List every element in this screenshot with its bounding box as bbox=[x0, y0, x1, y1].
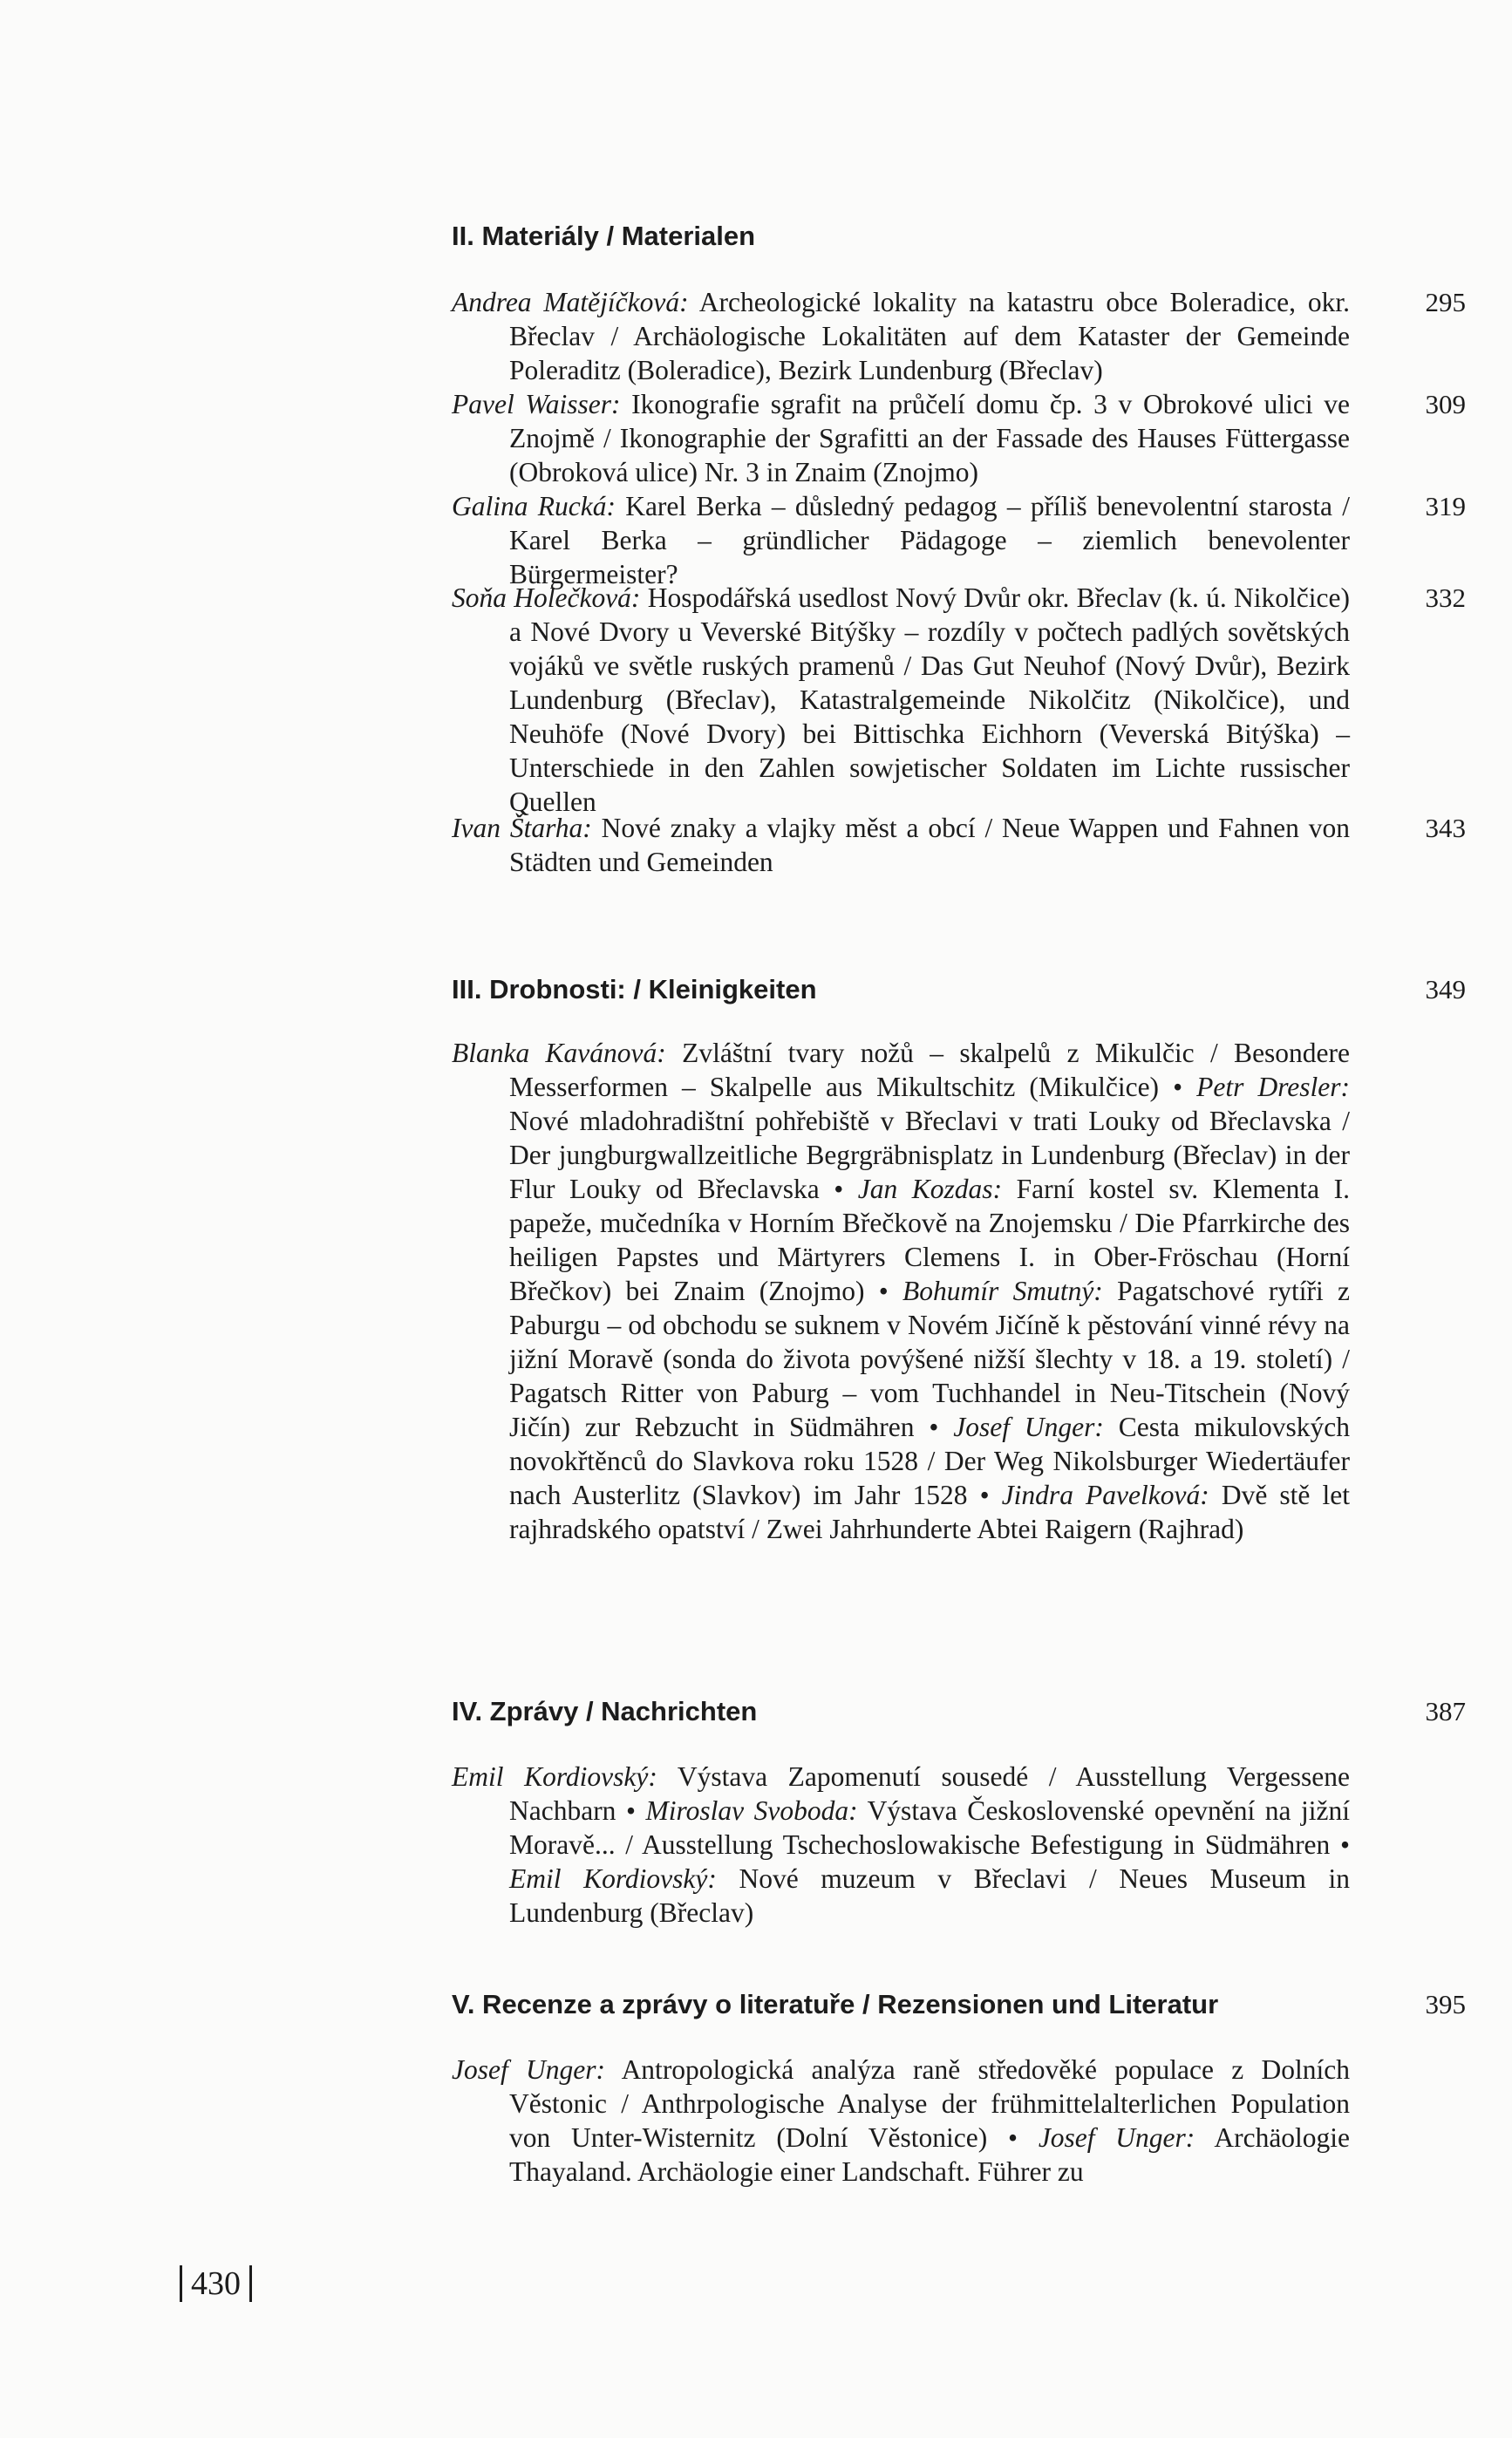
section-entries bbox=[452, 1760, 1350, 1930]
entry-title: Karel Berka – důsledný pedagog – příliš benevolentní starosta / Karel Berka – gründlicher Pädagoge – ziemlich benevolenter Bürgermeister? bbox=[509, 491, 1350, 589]
entry-title: Pagatschové rytíři z Paburgu – od obchodu se suknem v Novém Jičíně k pěstování vinné révy na jižní Moravě (sonda do života povýšené nižší šlechty v 18. a 19. století) / Pagatsch Ritter von Paburg – vom Tuchhandel in Neu-Titschein (Nový Jičín) zur Rebzucht in Südmähren bbox=[509, 1276, 1351, 1442]
bullet-separator: • bbox=[1339, 1829, 1351, 1860]
entry-title: Výstava Zapomenutí sousedé / Ausstellung Vergessene Nachbarn bbox=[509, 1761, 1350, 1826]
section-heading bbox=[452, 220, 1466, 253]
entry-page: 309 bbox=[1425, 389, 1466, 419]
bullet-separator: • bbox=[878, 1276, 889, 1306]
entry-author: Josef Unger: bbox=[1038, 2122, 1195, 2153]
bullet-separator: • bbox=[625, 1795, 636, 1826]
bullet-separator: • bbox=[1173, 1072, 1183, 1102]
toc-entry bbox=[452, 811, 1466, 879]
entry-title: Výstava Československé opevnění na jižní Moravě... / Ausstellung Tschechoslowakische Befestigung in Südmähren bbox=[509, 1795, 1351, 1860]
section-title: IV. Zprávy / Nachrichten bbox=[452, 1696, 758, 1726]
entry-title: Hospodářská usedlost Nový Dvůr okr. Břeclav (k. ú. Nikolčice) a Nové Dvory u Veverské Bitýšky – rozdíly v počtech padlých sovětských vojáků ve světle ruských pramenů / Das Gut Neuhof (Nový Dvůr), Bezirk Lundenburg (Břeclav), Katastralgemeinde Nikolčitz (Nikolčice), und Neuhöfe (Nové Dvory) bei Bittischka Eichhorn (Veverská Bitýška) – Unterschiede in den Zahlen sowjetischer Soldaten im Lichte russischer Quellen bbox=[509, 582, 1350, 817]
section-title: III. Drobnosti: / Kleinigkeiten bbox=[452, 974, 817, 1004]
entry-title: Dvě stě let rajhradského opatství / Zwei Jahrhunderte Abtei Raigern (Rajhrad) bbox=[509, 1480, 1350, 1544]
entry-title: Zvláštní tvary nožů – skalpelů z Mikulčic / Besondere Messerformen – Skalpelle aus Mikultschitz (Mikulčice) bbox=[509, 1038, 1351, 1102]
entry-author: Emil Kordiovský: bbox=[452, 1761, 657, 1792]
section-heading bbox=[452, 1695, 1466, 1728]
entry-title: Farní kostel sv. Klementa I. papeže, mučedníka v Horním Břečkově na Znojemsku / Die Pfarrkirche des heiligen Papstes und Märtyrers Clemens I. in Ober-Fröschau (Horní Břečkov) bei Znaim (Znojmo) bbox=[509, 1174, 1351, 1306]
entry-title: Nové muzeum v Břeclavi / Neues Museum in Lundenburg (Břeclav) bbox=[509, 1863, 1350, 1928]
entry-author: Pavel Waisser: bbox=[452, 389, 621, 419]
page-footer bbox=[180, 2262, 252, 2305]
entry-author: Soňa Holečková: bbox=[452, 582, 641, 613]
entry-author: Jindra Pavelková: bbox=[1001, 1480, 1209, 1510]
entry-title: Archäologie Thayaland. Archäologie einer Landschaft. Führer zu bbox=[509, 2122, 1351, 2187]
section-page: 395 bbox=[1425, 1989, 1466, 2019]
entry-author: Andrea Matějíčková: bbox=[452, 287, 689, 317]
entry-title: Archeologické lokality na katastru obce Boleradice, okr. Břeclav / Archäologische Lokalitäten auf dem Kataster der Gemeinde Poleraditz (Boleradice), Bezirk Lundenburg (Břeclav) bbox=[509, 287, 1350, 385]
entry-author: Galina Rucká: bbox=[452, 491, 616, 521]
section-title: II. Materiály / Materialen bbox=[452, 221, 756, 251]
entry-title: Nové znaky a vlajky měst a obcí / Neue Wappen und Fahnen von Städten und Gemeinden bbox=[509, 813, 1351, 877]
entry-page: 295 bbox=[1425, 287, 1466, 317]
section-entries bbox=[452, 2053, 1350, 2189]
entry-author: Bohumír Smutný: bbox=[902, 1276, 1103, 1306]
bullet-separator: • bbox=[1008, 2122, 1018, 2153]
entry-author: Josef Unger: bbox=[953, 1412, 1104, 1442]
section-entries bbox=[452, 1036, 1350, 1546]
toc-entry bbox=[452, 581, 1466, 819]
toc-entry bbox=[452, 489, 1466, 591]
toc-entry bbox=[452, 387, 1466, 489]
entry-author: Miroslav Svoboda: bbox=[645, 1795, 858, 1826]
section-title: V. Recenze a zprávy o literatuře / Rezensionen und Literatur bbox=[452, 1989, 1219, 2019]
bullet-separator: • bbox=[929, 1412, 939, 1442]
entry-title: Antropologická analýza raně středověké populace z Dolních Věstonic / Anthrpologische Analyse der frühmittelalterlichen Population von Unter-Wisternitz (Dolní Věstonice) bbox=[509, 2054, 1351, 2153]
toc-entry bbox=[452, 285, 1466, 387]
entry-title: Nové mladohradištní pohřebiště v Břeclavi v trati Louky od Břeclavska / Der jungburgwallzeitliche Begrgräbnisplatz in Lundenburg (Břeclav) in der Flur Louky od Břeclavska bbox=[509, 1106, 1350, 1204]
section-page: 349 bbox=[1425, 974, 1466, 1004]
section-heading bbox=[452, 973, 1466, 1006]
entry-author: Josef Unger: bbox=[452, 2054, 605, 2085]
entry-author: Petr Dresler: bbox=[1196, 1072, 1351, 1102]
bullet-separator: • bbox=[834, 1174, 844, 1204]
entry-title: Cesta mikulovských novokřtěnců do Slavkova roku 1528 / Der Weg Nikolsburger Wiedertäufer nach Austerlitz (Slavkov) im Jahr 1528 bbox=[509, 1412, 1351, 1510]
entry-page: 332 bbox=[1425, 582, 1466, 613]
entry-page: 319 bbox=[1425, 491, 1466, 521]
entry-page: 343 bbox=[1425, 813, 1466, 843]
footer-rule-right bbox=[249, 2265, 252, 2302]
bullet-separator: • bbox=[979, 1480, 990, 1510]
entry-author: Emil Kordiovský: bbox=[509, 1863, 717, 1894]
page-number: 430 bbox=[191, 2265, 241, 2302]
entry-author: Jan Kozdas: bbox=[857, 1174, 1003, 1204]
entry-author: Blanka Kavánová: bbox=[452, 1038, 666, 1068]
entry-author: Ivan Štarha: bbox=[452, 813, 592, 843]
section-page: 387 bbox=[1425, 1696, 1466, 1726]
section-heading bbox=[452, 1988, 1466, 2021]
entry-title: Ikonografie sgrafit na průčelí domu čp. 3 v Obrokové ulici ve Znojmě / Ikonographie der Sgrafitti an der Fassade des Hauses Füttergasse (Obroková ulice) Nr. 3 in Znaim (Znojmo) bbox=[509, 389, 1350, 487]
